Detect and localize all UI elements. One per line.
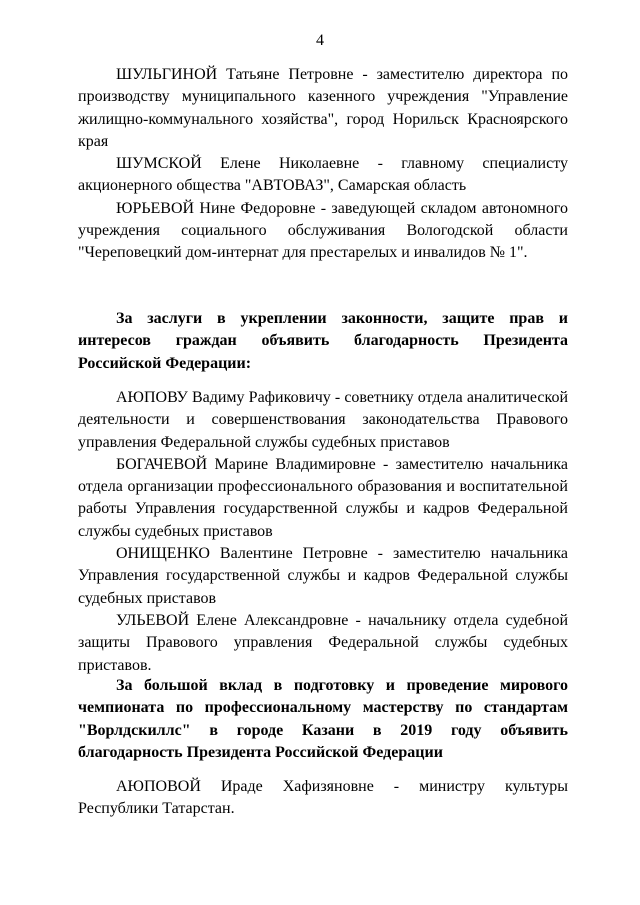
page-number: 4 <box>316 32 324 49</box>
award-list-law <box>78 387 568 677</box>
award-entry: ЮРЬЕВОЙ Нине Федоровне - заведующей складом автономного учреждения социального обслуживания Вологодской области "Череповецкий дом-интернат для престарелых и инвалидов № 1". <box>78 199 568 262</box>
award-entry: ШУМСКОЙ Елене Николаевне - главному специалисту акционерного общества "АВТОВАЗ", Самарская область <box>78 155 568 195</box>
award-list-worldskills <box>78 776 568 821</box>
award-entry: ОНИЩЕНКО Валентине Петровне - заместителю начальника Управления государственной службы и кадров Федеральной службы судебных приставов <box>78 545 568 607</box>
award-entry: БОГАЧЕВОЙ Марине Владимировне - заместителю начальника отдела организации профессионального образования и воспитательной работы Управления государственной службы и кадров Федеральной службы судебных приставов <box>78 455 568 540</box>
award-entry: УЛЬЕВОЙ Елене Александровне - начальнику отдела судебной защиты Правового управления Федеральной службы судебных приставов. <box>78 611 568 674</box>
award-entry: АЮПОВОЙ Ираде Хафизяновне - министру культуры Республики Татарстан. <box>78 778 568 818</box>
decree-heading-worldskills: За большой вклад в подготовку и проведение мирового чемпионата по профессиональному мастерству по стандартам "Ворлдскиллс" в городе Казани в 2019 году объявить благодарность Президента Российской Федерации <box>78 677 568 761</box>
award-list-continued <box>78 64 568 265</box>
decree-heading-law: За заслуги в укреплении законности, защите прав и интересов граждан объявить благодарность Президента Российской Федерации: <box>78 310 568 372</box>
award-entry: ШУЛЬГИНОЙ Татьяне Петровне - заместителю директора по производству муниципального казенного учреждения "Управление жилищно-коммунального хозяйства", город Норильск Красноярского края <box>78 66 568 150</box>
award-entry: АЮПОВУ Вадиму Рафиковичу - советнику отдела аналитической деятельности и совершенствования законодательства Правового управления Федеральной службы судебных приставов <box>78 389 568 451</box>
